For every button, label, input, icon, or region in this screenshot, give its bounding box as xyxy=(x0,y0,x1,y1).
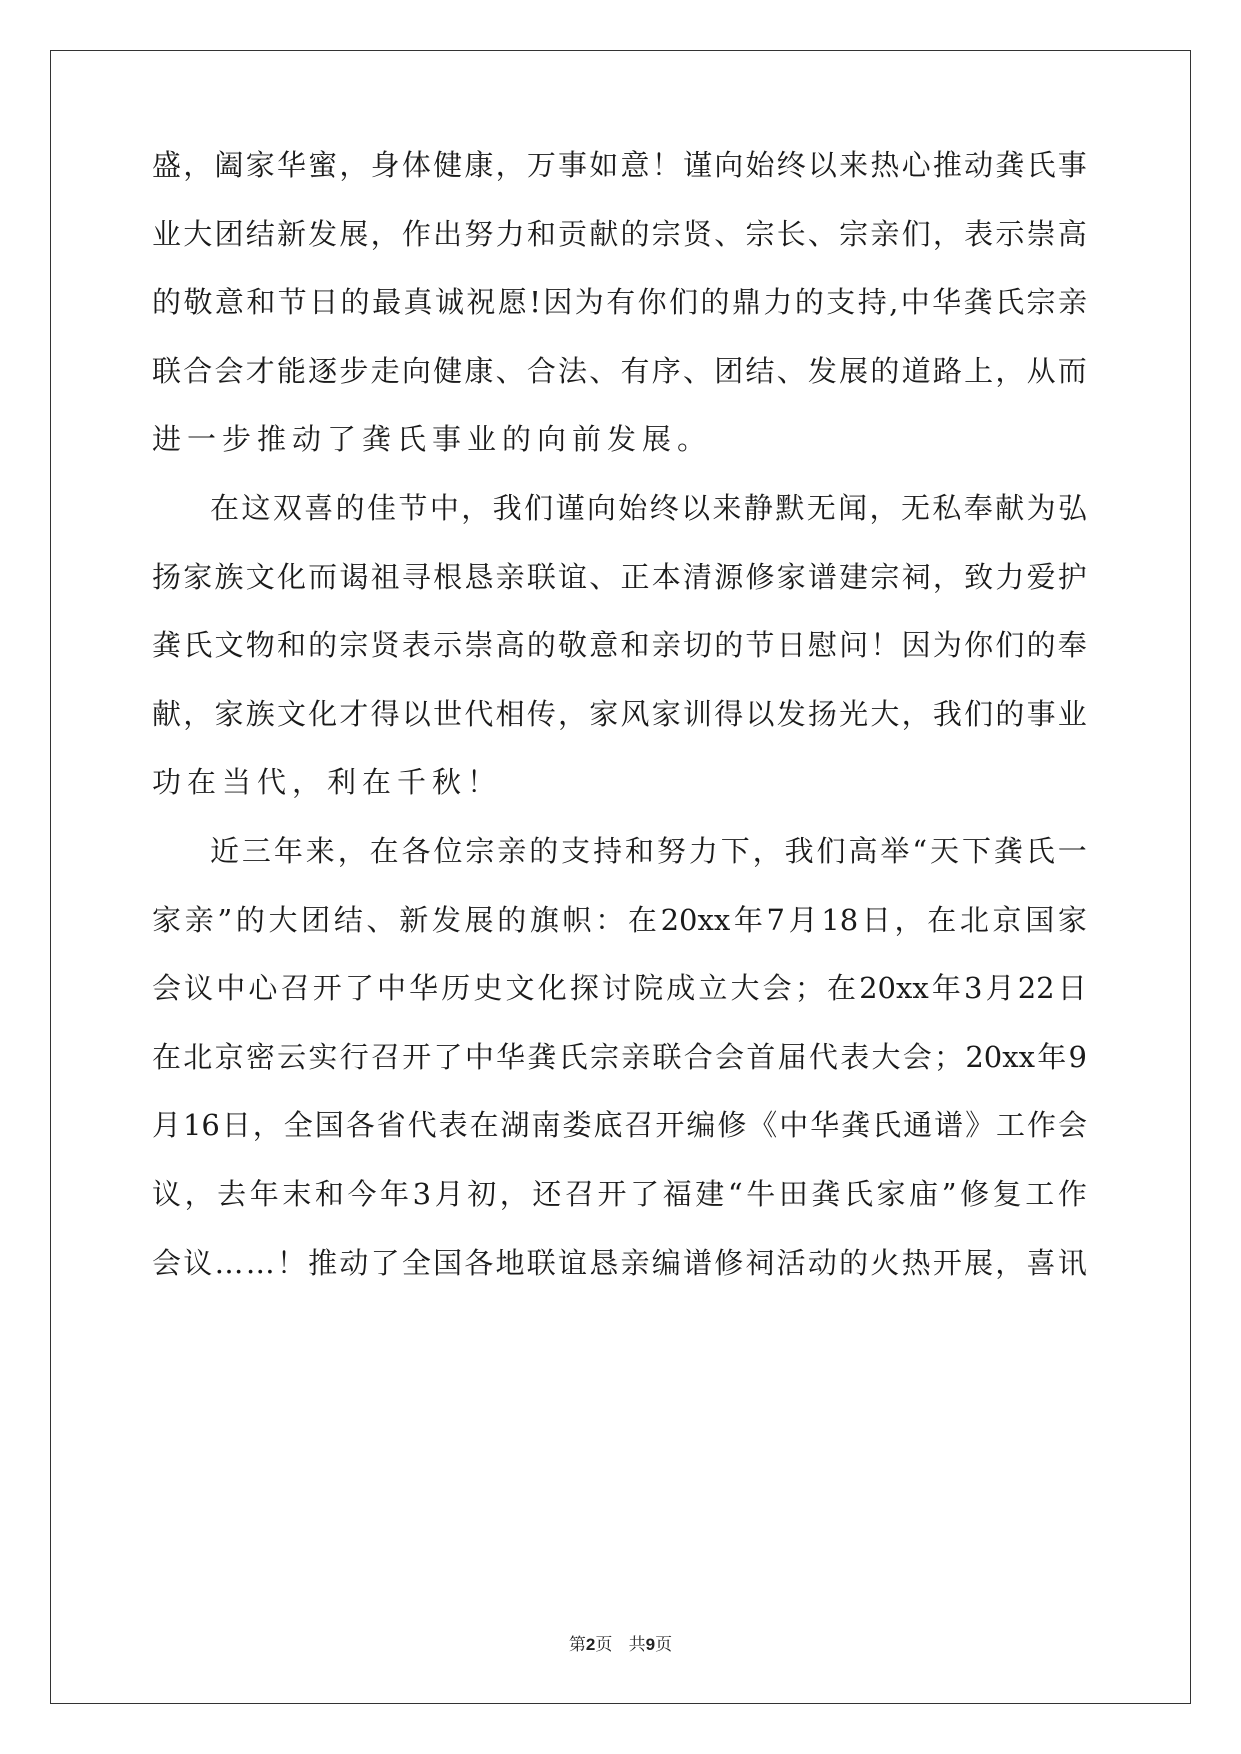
current-page-number: 2 xyxy=(585,1635,596,1654)
text-line: 会 议 … … ！ 推 动 了 全 国 各 地 联 谊 恳 亲 编 谱 修 祠 活 动 的 火 热 开 展 ， 喜 讯 xyxy=(152,1245,1087,1280)
footer-page-suffix: 页 xyxy=(595,1635,613,1655)
text-line: 会 议 中 心 召 开 了 中 华 历 史 文 化 探 讨 院 成 立 大 会 ； 在 20xx 年 3 月 22 日 xyxy=(152,971,1087,1006)
text-line: 在 这 双 喜 的 佳 节 中 ， 我 们 谨 向 始 终 以 来 静 默 无 闻 ， 无 私 奉 献 为 弘 xyxy=(210,491,1087,525)
footer-total-suffix: 页 xyxy=(655,1635,673,1655)
text-line: 功在当代，利在千秋！ xyxy=(152,765,503,800)
text-line: 联 合 会 才 能 逐 步 走 向 健 康 、 合 法 、 有 序 、 团 结 、 发 展 的 道 路 上 ， 从 而 xyxy=(152,353,1087,388)
footer-prefix: 第 xyxy=(568,1635,586,1655)
text-line: 在 北 京 密 云 实 行 召 开 了 中 华 龚 氏 宗 亲 联 合 会 首 届 代 表 大 会 ； 20xx 年 9 xyxy=(152,1039,1087,1074)
text-line: 业 大 团 结 新 发 展 ， 作 出 努 力 和 贡 献 的 宗 贤 、 宗 长 、 宗 亲 们 ， 表 示 崇 高 xyxy=(152,216,1087,251)
footer-total-prefix: 共 xyxy=(628,1635,646,1655)
text-line: 家 亲 ” 的 大 团 结 、 新 发 展 的 旗 帜 ： 在 20xx 年 7 月 18 日 ， 在 北 京 国 家 xyxy=(152,902,1087,937)
page-footer xyxy=(0,1630,1241,1655)
text-line: 献 ， 家 族 文 化 才 得 以 世 代 相 传 ， 家 风 家 训 得 以 发 扬 光 大 ， 我 们 的 事 业 xyxy=(152,696,1087,731)
text-line: 龚 氏 文 物 和 的 宗 贤 表 示 崇 高 的 敬 意 和 亲 切 的 节 日 慰 问 ！ 因 为 你 们 的 奉 xyxy=(152,628,1087,663)
total-page-count: 9 xyxy=(645,1635,656,1654)
text-line: 的 敬 意 和 节 日 的 最 真 诚 祝 愿 ! 因 为 有 你 们 的 鼎 力 的 支 持 , 中 华 龚 氏 宗 亲 xyxy=(152,285,1087,320)
text-line: 盛 ， 阖 家 华 蜜 ， 身 体 健 康 ， 万 事 如 意 ！ 谨 向 始 终 以 来 热 心 推 动 龚 氏 事 xyxy=(152,148,1087,182)
text-line: 进一步推动了龚氏事业的向前发展。 xyxy=(152,422,713,457)
text-line: 月 16 日 ， 全 国 各 省 代 表 在 湖 南 娄 底 召 开 编 修 《 中 华 龚 氏 通 谱 》 工 作 会 xyxy=(152,1108,1087,1143)
text-line: 近 三 年 来 ， 在 各 位 宗 亲 的 支 持 和 努 力 下 ， 我 们 高 举 “ 天 下 龚 氏 一 xyxy=(210,834,1087,868)
text-line: 议 ， 去 年 末 和 今 年 3 月 初 ， 还 召 开 了 福 建 “ 牛 田 龚 氏 家 庙 ” 修 复 工 作 xyxy=(152,1177,1087,1211)
text-line: 扬 家 族 文 化 而 谒 祖 寻 根 恳 亲 联 谊 、 正 本 清 源 修 家 谱 建 宗 祠 ， 致 力 爱 护 xyxy=(152,559,1087,594)
